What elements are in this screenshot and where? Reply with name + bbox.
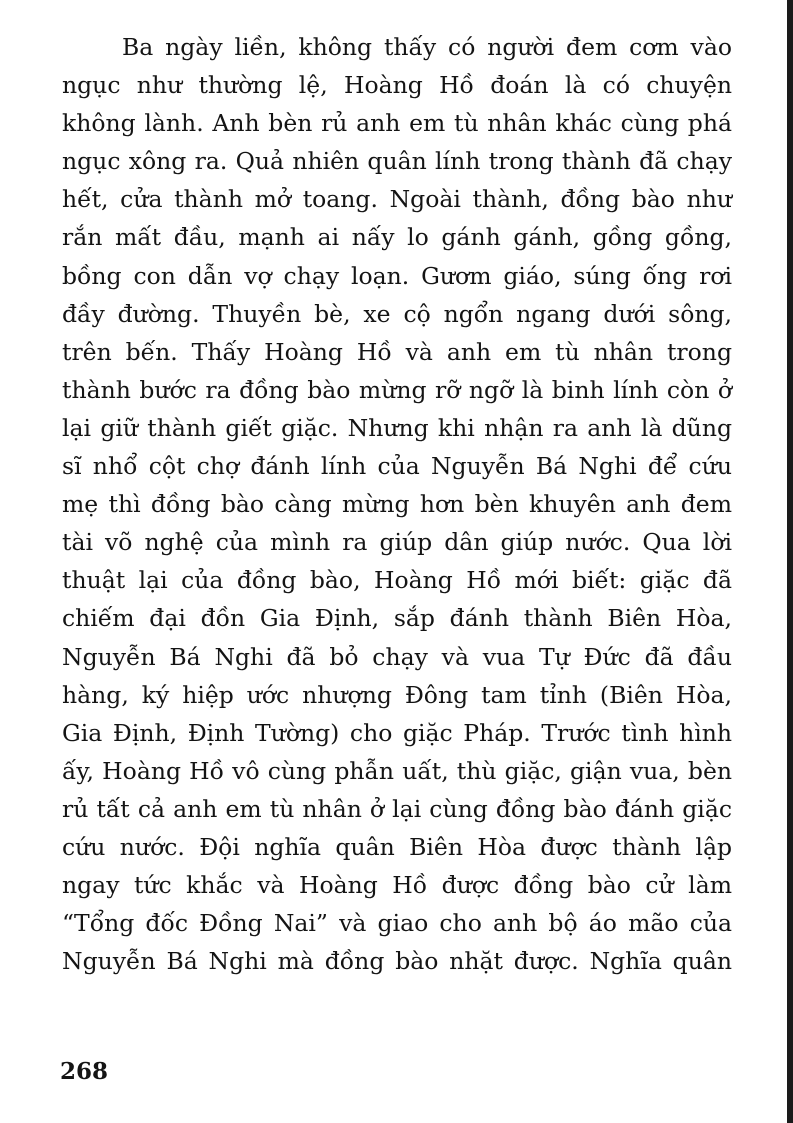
text-line: ngục xông ra. Quả nhiên quân lính trong thành đã chạy [62, 147, 732, 176]
page-edge-border [787, 0, 793, 1123]
text-line: sĩ nhổ cột chợ đánh lính của Nguyễn Bá Nghi để cứu [62, 452, 732, 481]
text-line: lại giữ thành giết giặc. Nhưng khi nhận ra anh là dũng [62, 413, 732, 442]
body-paragraph [62, 28, 732, 980]
text-line: mẹ thì đồng bào càng mừng hơn bèn khuyên anh đem [62, 490, 732, 519]
text-line: “Tổng đốc Đồng Nai” và giao cho anh bộ áo mão của [62, 909, 732, 938]
text-line: thành bước ra đồng bào mừng rỡ ngỡ là binh lính còn ở [62, 375, 732, 404]
text-line: Gia Định, Định Tường) cho giặc Pháp. Trước tình hình [62, 718, 732, 747]
text-line: Nguyễn Bá Nghi đã bỏ chạy và vua Tự Đức đã đầu [62, 642, 732, 671]
page-number: 268 [60, 1058, 109, 1085]
text-line: ngay tức khắc và Hoàng Hồ được đồng bào cử làm [62, 871, 732, 900]
text-line: đầy đường. Thuyền bè, xe cộ ngổn ngang dưới sông, [62, 299, 732, 328]
text-line: Ba ngày liền, không thấy có người đem cơm vào [122, 33, 732, 61]
text-line: hết, cửa thành mở toang. Ngoài thành, đồng bào như [62, 185, 732, 214]
text-line: ấy, Hoàng Hồ vô cùng phẫn uất, thù giặc, giận vua, bèn [62, 756, 732, 785]
text-line: rủ tất cả anh em tù nhân ở lại cùng đồng bào đánh giặc [62, 794, 732, 823]
text-line: thuật lại của đồng bào, Hoàng Hồ mới biết: giặc đã [62, 566, 732, 595]
text-line: trên bến. Thấy Hoàng Hồ và anh em tù nhân trong [62, 337, 732, 366]
text-line: cứu nước. Đội nghĩa quân Biên Hòa được thành lập [62, 832, 732, 861]
text-line: không lành. Anh bèn rủ anh em tù nhân khác cùng phá [62, 109, 732, 138]
text-line: tài võ nghệ của mình ra giúp dân giúp nước. Qua lời [62, 528, 732, 557]
text-line: bồng con dẫn vợ chạy loạn. Gươm giáo, súng ống rơi [62, 261, 732, 290]
text-line: chiếm đại đồn Gia Định, sắp đánh thành Biên Hòa, [62, 604, 732, 633]
text-line: Nguyễn Bá Nghi mà đồng bào nhặt được. Nghĩa quân [62, 947, 732, 976]
text-line: ngục như thường lệ, Hoàng Hồ đoán là có chuyện [62, 71, 732, 100]
text-line: hàng, ký hiệp ước nhượng Đông tam tỉnh (Biên Hòa, [62, 680, 732, 709]
text-line: rắn mất đầu, mạnh ai nấy lo gánh gánh, gồng gồng, [62, 223, 732, 252]
